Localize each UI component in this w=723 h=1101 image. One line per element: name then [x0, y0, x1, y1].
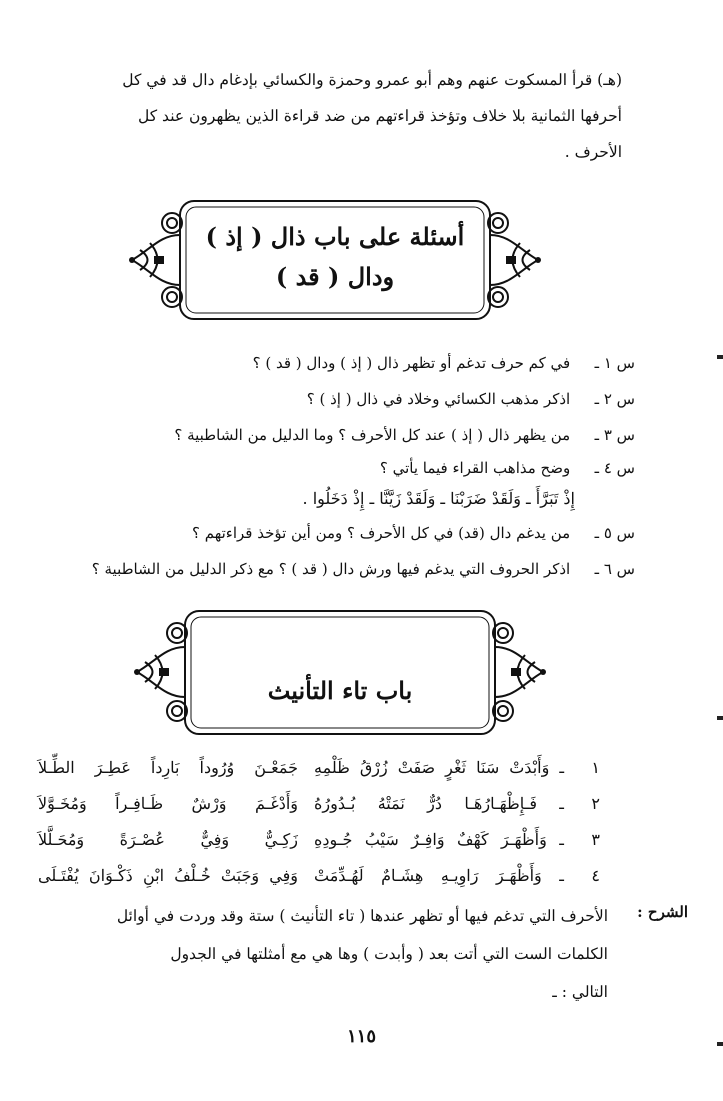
scan-margin-mark — [717, 1042, 723, 1046]
scan-margin-mark — [717, 716, 723, 720]
verse-second-hemistich: وَأَدْغَـمَ وَرْشٌ ظَـافِـراً وَمُخَـوَّلاَ — [38, 794, 298, 813]
question-number: س ١ ـ — [594, 354, 635, 372]
sharh-line-2: الكلمات الست التي أتت بعد ( وأبدت ) وها هي مع أمثلتها في الجدول — [170, 945, 608, 963]
scan-margin-mark — [717, 355, 723, 359]
verse-number: ٤ — [591, 866, 600, 885]
sharh-label: الشرح : — [637, 903, 688, 921]
question-item — [75, 551, 635, 587]
verse-first-hemistich: ـ وَأَبْدَتْ سَنَا ثَغْرٍ صَفَتْ زُرْقُ ظَلْمِهِ — [314, 758, 564, 777]
verse-line — [30, 786, 600, 822]
question-number: س ٣ ـ — [594, 426, 635, 444]
question-examples-text: إِذْ تَبَرَّأَ ـ وَلَقَدْ ضَرَبْنَا ـ وَلَقَدْ زَيَّنَّا ـ إِذْ دَخَلُوا . — [302, 489, 575, 508]
question-item — [75, 345, 635, 381]
poem-verses — [30, 750, 600, 894]
frame-2-title: باب تاء التأنيث — [267, 676, 413, 705]
sharh-line-1: الأحرف التي تدغم فيها أو تظهر عندها ( تاء التأنيث ) ستة وقد وردت في أوائل — [116, 907, 608, 925]
intro-line-1: (هـ) قرأ المسكوت عنهم وهم أبو عمرو وحمزة والكسائي بإدغام دال قد في كل — [122, 71, 622, 89]
verse-second-hemistich: جَمَعْـنَ وُرُوداً بَارِداً عَطِـرَ الطِّـلاَ — [38, 758, 298, 777]
questions-list — [75, 345, 635, 587]
verse-line — [30, 750, 600, 786]
verse-number: ١ — [591, 758, 600, 777]
question-examples — [75, 483, 635, 515]
question-text: من يظهر ذال ( إذ ) عند كل الأحرف ؟ وما الدليل من الشاطبية ؟ — [174, 426, 571, 444]
question-text: اذكر الحروف التي يدغم فيها ورش دال ( قد ) ؟ مع ذكر الدليل من الشاطبية ؟ — [91, 560, 571, 578]
verse-second-hemistich: زَكِـيٌّ وَفِيٌّ عُصْـرَةً وَمُحَـلَّلاَ — [38, 830, 298, 849]
question-item — [75, 453, 635, 483]
verse-first-hemistich: ـ وَأَظْهَـرَ رَاوِيـهِ هِشَـامٌ لَهُـدِّمَتْ — [314, 866, 564, 885]
verse-first-hemistich: ـ فَـإِظْهَـارُهَـا دُرٌّ نَمَتْهُ بُـدُورُهُ — [314, 794, 564, 813]
sharh-paragraph — [38, 897, 608, 1011]
question-item — [75, 381, 635, 417]
question-number: س ٥ ـ — [594, 524, 635, 542]
verse-number: ٢ — [591, 794, 600, 813]
page-number: ١١٥ — [346, 1026, 376, 1047]
sharh-line-3: التالي : ـ — [552, 983, 608, 1001]
verse-line — [30, 858, 600, 894]
question-text: وضح مذاهب القراء فيما يأتي ؟ — [379, 459, 571, 477]
intro-line-2: أحرفها الثمانية بلا خلاف وتؤخذ قراءتهم من ضد قراءة الذين يظهرون عند كل — [138, 107, 622, 125]
question-number: س ٤ ـ — [594, 459, 635, 477]
question-number: س ٢ ـ — [594, 390, 635, 408]
question-item — [75, 515, 635, 551]
intro-line-3: الأحرف . — [564, 143, 622, 161]
section-frame-ta-tanith — [125, 605, 555, 740]
verse-number: ٣ — [591, 830, 600, 849]
frame-1-title-line-2: ودال ( قد ) — [275, 262, 395, 291]
verse-line — [30, 822, 600, 858]
question-text: اذكر مذهب الكسائي وخلاد في ذال ( إذ ) ؟ — [306, 390, 571, 408]
question-text: في كم حرف تدغم أو تظهر ذال ( إذ ) ودال ( قد ) ؟ — [252, 354, 571, 372]
intro-paragraph — [38, 62, 622, 170]
verse-second-hemistich: وَفِي وَجَبَتْ خُـلْفُ ابْنِ ذَكْـوَانَ يُفْتَـلَى — [38, 866, 298, 885]
question-number: س ٦ ـ — [594, 560, 635, 578]
question-item — [75, 417, 635, 453]
verse-first-hemistich: ـ وَأَظْهَـرَ كَهْفٌ وَافِـرٌ سَيْبُ جُـودِهِ — [314, 830, 564, 849]
question-text: من يدغم دال (قد) في كل الأحرف ؟ ومن أين تؤخذ قراءتهم ؟ — [191, 524, 571, 542]
frame-1-title-line-1: أسئلة على باب ذال ( إذ ) — [205, 222, 465, 251]
section-frame-questions — [120, 195, 550, 325]
